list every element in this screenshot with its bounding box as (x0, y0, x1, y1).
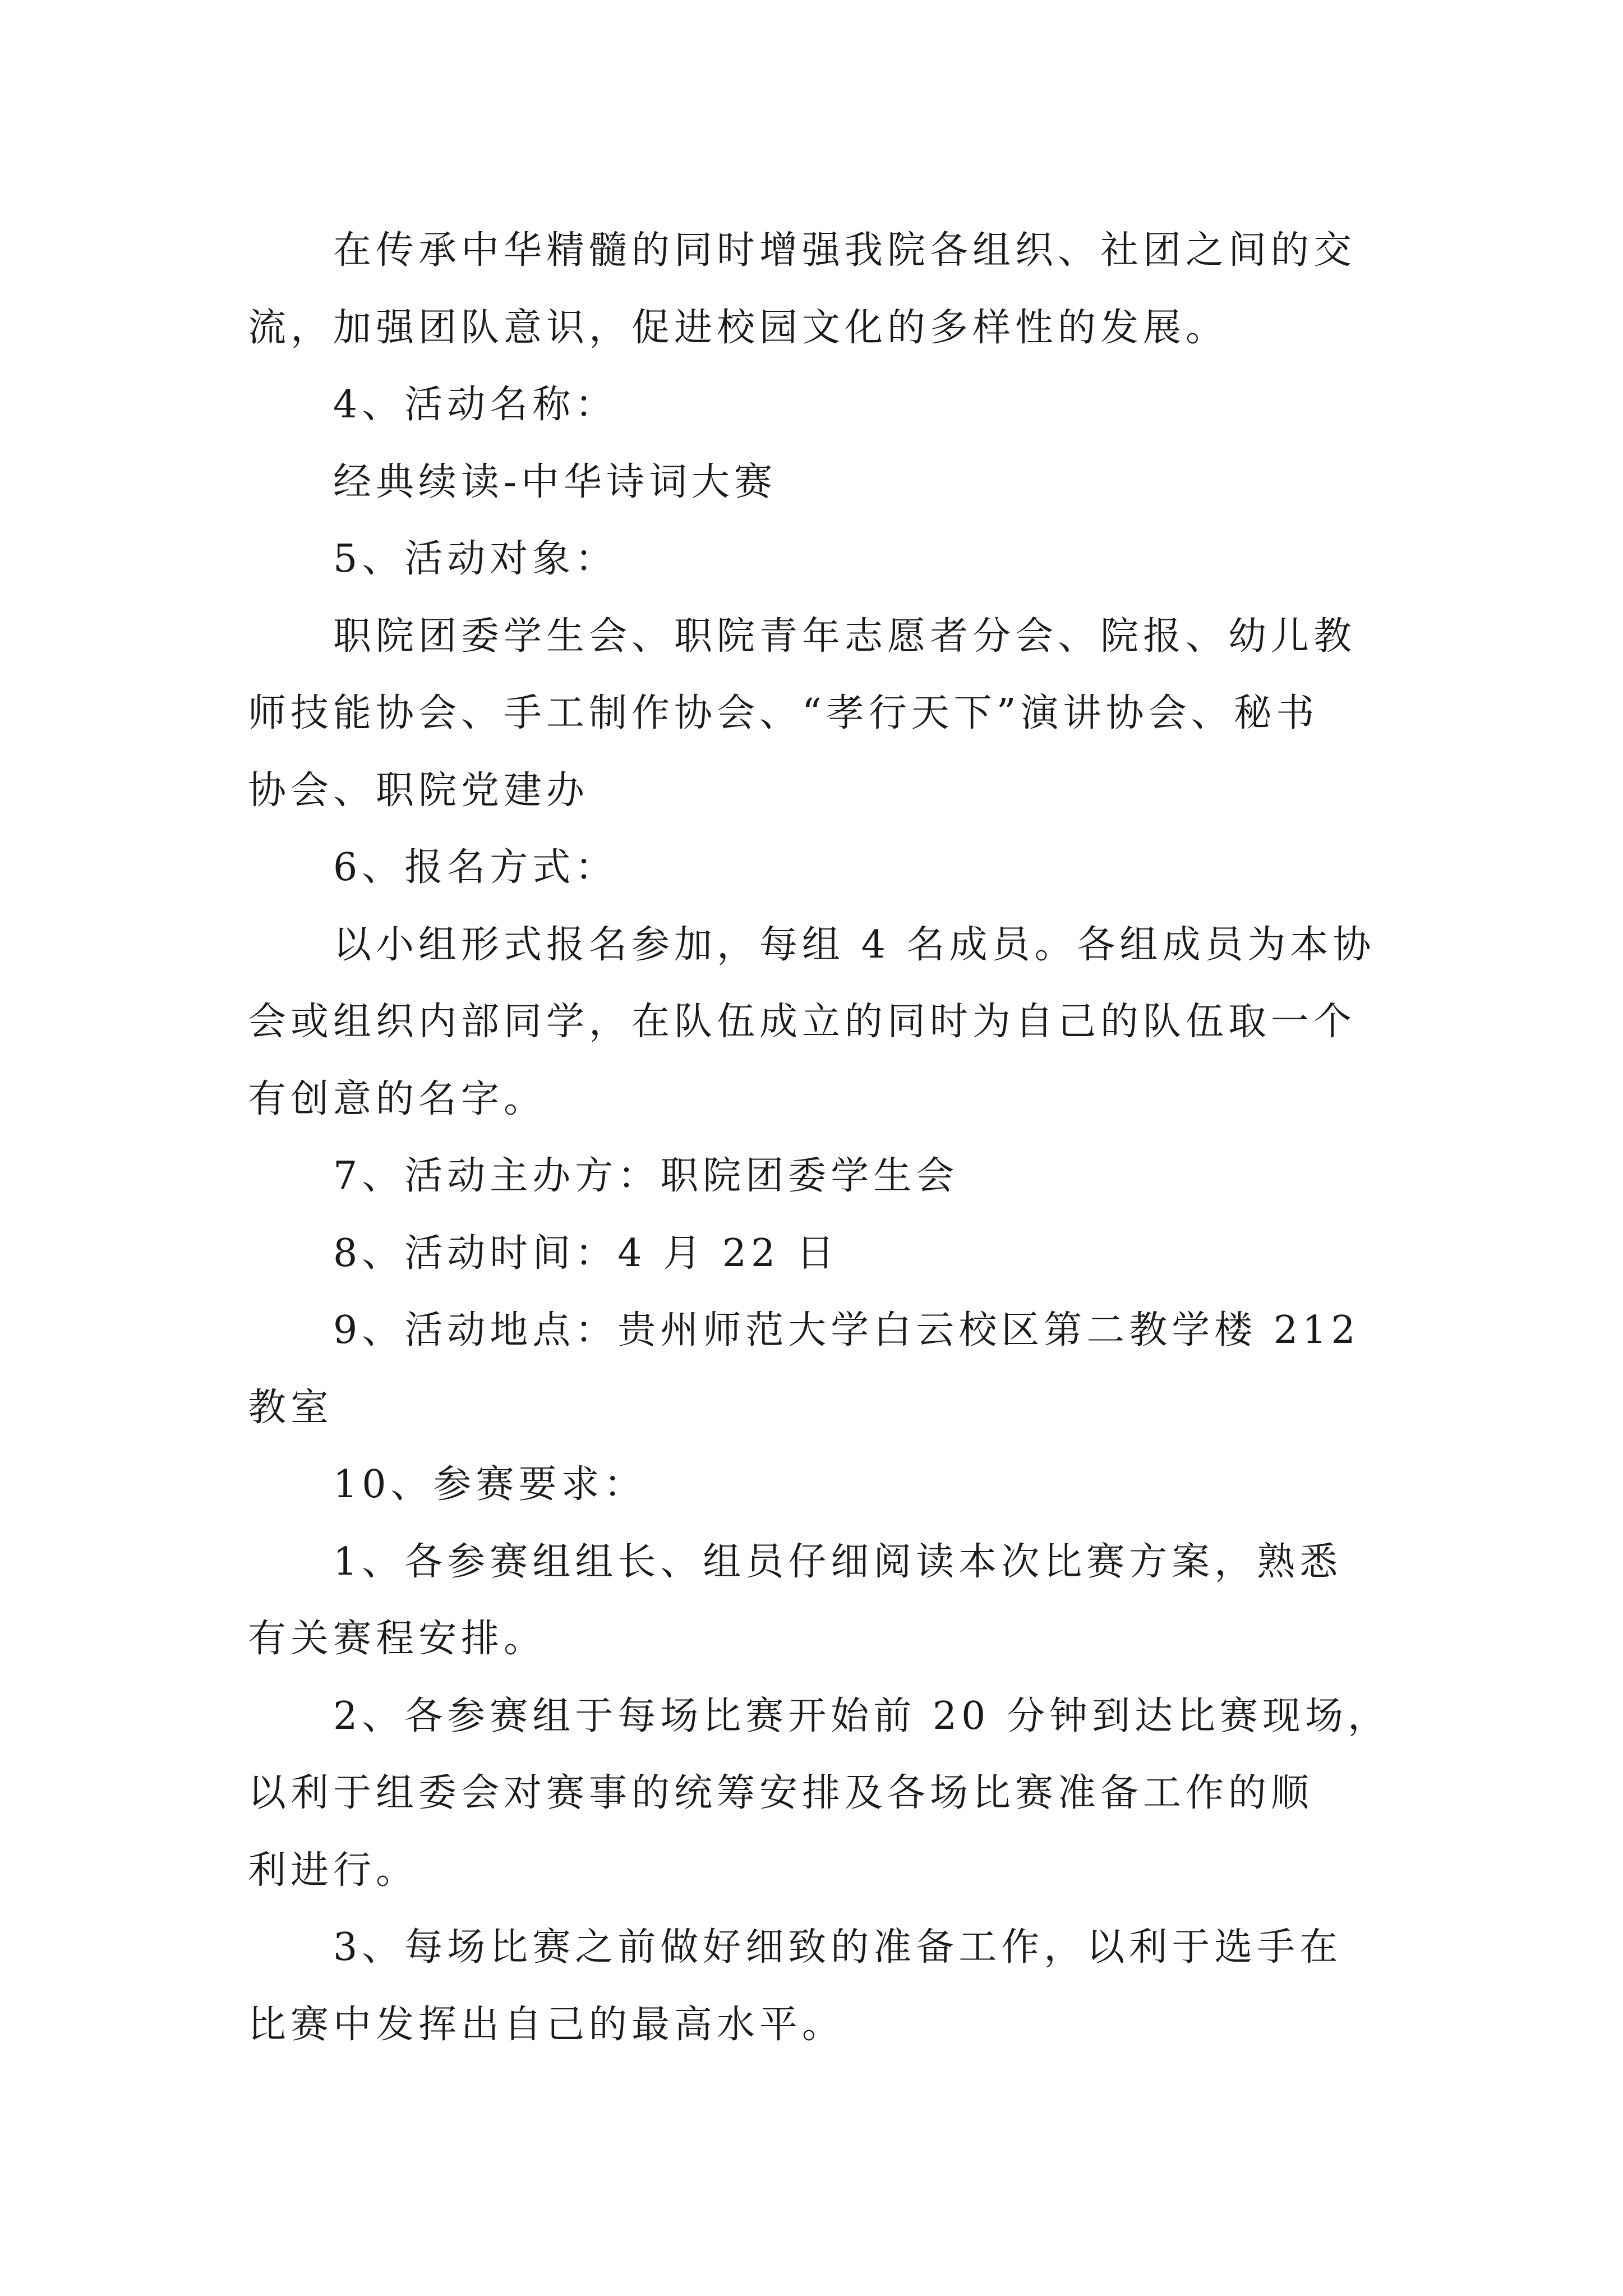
paragraph-line: 在传承中华精髓的同时增强我院各组织、社团之间的交 (333, 228, 1357, 273)
paragraph-line: 师技能协会、手工制作协会、“孝行天下”演讲协会、秘书 (248, 691, 1319, 735)
paragraph-line: 协会、职院党建办 (248, 768, 589, 813)
section-heading: 6、报名方式： (333, 845, 618, 890)
paragraph-line: 1、各参赛组组长、组员仔细阅读本次比赛方案，熟悉 (333, 1539, 1343, 1584)
paragraph-line: 有创意的名字。 (248, 1076, 547, 1121)
paragraph-line: 教室 (248, 1385, 334, 1430)
paragraph-line: 2、各参赛组于每场比赛开始前 20 分钟到达比赛现场， (333, 1694, 1391, 1738)
paragraph-line: 会或组织内部同学，在队伍成立的同时为自己的队伍取一个 (248, 1000, 1357, 1044)
paragraph-line: 比赛中发挥出自己的最高水平。 (248, 2002, 845, 2047)
paragraph-line: 以小组形式报名参加，每组 4 名成员。各组成员为本协 (333, 922, 1376, 967)
section-heading: 4、活动名称： (333, 383, 618, 427)
section-heading: 5、活动对象： (333, 537, 618, 581)
section-heading: 7、活动主办方：职院团委学生会 (333, 1154, 959, 1198)
section-heading: 10、参赛要求： (333, 1462, 647, 1507)
paragraph-line: 经典续读-中华诗词大赛 (333, 459, 777, 504)
section-heading: 9、活动地点：贵州师范大学白云校区第二教学楼 212 (333, 1308, 1360, 1352)
paragraph-line: 3、每场比赛之前做好细致的准备工作，以利于选手在 (333, 1925, 1343, 1970)
paragraph-line: 职院团委学生会、职院青年志愿者分会、院报、幼儿教 (333, 614, 1357, 659)
paragraph-line: 流，加强团队意识，促进校园文化的多样性的发展。 (248, 305, 1229, 350)
section-heading: 8、活动时间：4 月 22 日 (333, 1231, 839, 1276)
paragraph-line: 有关赛程安排。 (248, 1617, 547, 1661)
paragraph-line: 利进行。 (248, 1848, 419, 1893)
paragraph-line: 以利于组委会对赛事的统筹安排及各场比赛准备工作的顺 (248, 1771, 1314, 1815)
document-body (248, 212, 1391, 2063)
